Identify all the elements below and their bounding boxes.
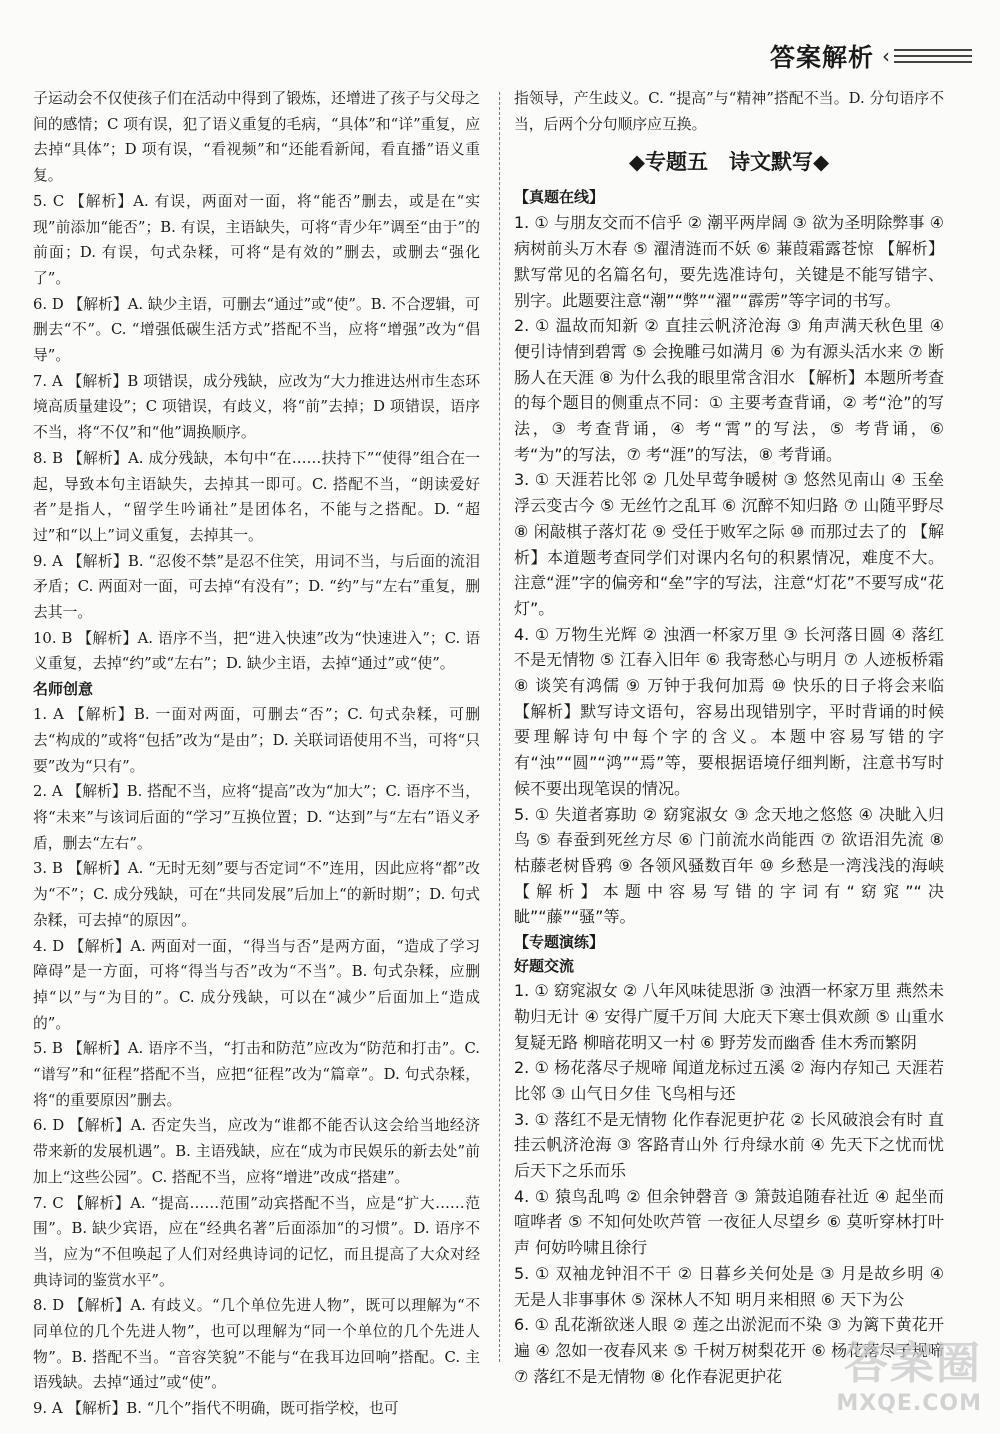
header-decoration bbox=[882, 45, 972, 67]
header-title: 答案解析 bbox=[769, 43, 874, 72]
watermark bbox=[836, 1327, 982, 1416]
answer-item: 4. ① 万物生光辉 ② 浊酒一杯家万里 ③ 长河落日圆 ④ 落红不是无情物 ⑤ 江春入旧年 ⑥ 我寄愁心与明月 ⑦ 人迹板桥霜 ⑧ 谈笑有鸿儒 ⑨ 万钟于我何加焉 ⑩ 快乐的日子将会来临 【解析】默写诗文语句，容易出现错别字，平时背诵的时候要理解诗句中每个字的含义。本题中容易写错的字有“浊”“圆”“鸿”“焉”等，要根据语境仔细判断，注意书写时候不要出现笔误的情况。 bbox=[514, 624, 944, 798]
paragraph: 5. B 【解析】A. 语序不当，“打击和防范”应改为“防范和打击”。C. “谱写”和“征程”搭配不当，应把“征程”改为“篇章”。D. 句式杂糅，将“的重要原因”删去。 bbox=[33, 1040, 480, 1109]
section-heading: 名师创意 bbox=[33, 680, 94, 699]
paragraph: 4. D 【解析】A. 两面对一面，“得当与否”是两方面，“造成了学习障碍”是一方面，可将“得当与否”改为“不当”。B. 句式杂糅，应删掉“以”与“为目的”。C. 成分残缺，可以在“减少”后面加上“造成的”。 bbox=[33, 937, 480, 1032]
header-rules bbox=[894, 45, 972, 67]
right-column bbox=[514, 86, 944, 1389]
answer-item: 1. ① 窈窕淑女 ② 八年风味徒思浙 ③ 浊酒一杯家万里 燕然未勒归无计 ④ 安得广厦千万间 大庇天下寒士俱欢颜 ⑤ 山重水复疑无路 柳暗花明又一村 ⑥ 野芳发而幽香 佳木秀而繁阴 bbox=[514, 981, 944, 1052]
paragraph: 5. C 【解析】A. 有误，两面对一面，将“能否”删去，或是在“实现”前添加“能否”；B. 有误，主语缺失，可将“青少年”调至“由于”的前面；D. 有误，句式杂糅，可将“是有效的”删去，或删去“强化了”。 bbox=[33, 192, 480, 287]
answer-item: 1. ① 与朋友交而不信乎 ② 潮平两岸阔 ③ 欲为圣明除弊事 ④ 病树前头万木春 ⑤ 濯清涟而不妖 ⑥ 蒹葭霜露苍惊 【解析】默写常见的名篇名句，要先选准诗句，关键是不能写错字、别字。此题要注意“潮”“弊”“濯”“霹雳”等字词的书写。 bbox=[514, 213, 944, 310]
subsection-heading: 好题交流 bbox=[514, 957, 575, 976]
paragraph: 6. D 【解析】A. 缺少主语，可删去“通过”或“使”。B. 不合逻辑，可删去“不”。C. “增强低碳生活方式”搭配不当，应将“增强”改为“倡导”。 bbox=[33, 295, 480, 365]
paragraph: 子运动会不仅使孩子们在活动中得到了锻炼，还增进了孩子与父母之间的感情；C 项有误，犯了语义重复的毛病，“具体”和“详”重复，应去掉“具体”；D 项有误，“看视频”和“还能看新闻，看直播”语义重复。 bbox=[33, 90, 480, 185]
answer-item: 3. ① 落红不是无情物 化作春泥更护花 ② 长风破浪会有时 直挂云帆济沧海 ③ 客路青山外 行舟绿水前 ④ 先天下之忧而忧 后天下之乐而乐 bbox=[514, 1109, 944, 1181]
paragraph: 1. A 【解析】B. 一面对两面，可删去“否”；C. 句式杂糅，可删去“构成的”或将“包括”改为“是由”；D. 关联词语使用不当，可将“只要”改为“只有”。 bbox=[33, 706, 480, 775]
watermark-url: MXQE.COM bbox=[836, 1391, 982, 1416]
section-heading: 【专题演练】 bbox=[514, 933, 605, 952]
chevron-left-icon: ‹ bbox=[882, 44, 890, 68]
watermark-logo: 答案圈 bbox=[844, 1338, 982, 1389]
paragraph: 10. B 【解析】A. 语序不当，把“进入快速”改为“快速进入”；C. 语义重复，去掉“约”或“左右”；D. 缺少主语，去掉“通过”或“使”。 bbox=[33, 629, 480, 673]
paragraph: 7. A 【解析】B 项错误，成分残缺，应改为“大力推进达州市生态环境高质量建设”；C 项错误，有歧义，将“前”去掉；D 项错误，语序不当，将“不仅”和“他”调换顺序。 bbox=[33, 372, 480, 442]
answer-item: 5. ① 双袖龙钟泪不干 ② 日暮乡关何处是 ③ 月是故乡明 ④ 无是人非事事休 ⑤ 深林人不知 明月来相照 ⑥ 天下为公 bbox=[514, 1263, 944, 1309]
paragraph: 2. A 【解析】B. 搭配不当，应将“提高”改为“加大”；C. 语序不当，将“未来”与该词后面的“学习”互换位置；D. “达到”与“左右”语义矛盾，删去“左右”。 bbox=[33, 783, 480, 852]
paragraph: 6. D 【解析】A. 否定失当，应改为“谁都不能否认这会给当地经济带来新的发展机遇”。B. 主语残缺，应在“成为市民娱乐的新去处”前加上“这些公园”。C. 搭配不当，应将“增进”改成“搭建”。 bbox=[33, 1117, 480, 1186]
column-divider bbox=[499, 92, 500, 1362]
answer-item: 6. ① 乱花渐欲迷人眼 ② 莲之出淤泥而不染 ③ 为篱下黄花开遍 ④ 忽如一夜春风来 ⑤ 千树万树梨花开 ⑥ 杨花落尽子规啼 ⑦ 落红不是无情物 ⑧ 化作春泥更护花 bbox=[514, 1315, 944, 1386]
paragraph: 指领导，产生歧义。C. “提高”与“精神”搭配不当。D. 分句语序不当，后两个分句顺序应互换。 bbox=[514, 90, 944, 133]
answer-item: 4. ① 猿鸟乱鸣 ② 但余钟磬音 ③ 箫鼓追随春社近 ④ 起坐而喧哗者 ⑤ 不知何处吹芦管 一夜征人尽望乡 ⑥ 莫听穿林打叶声 何妨吟啸且徐行 bbox=[514, 1186, 944, 1258]
answer-item: 2. ① 温故而知新 ② 直挂云帆济沧海 ③ 角声满天秋色里 ④ 便引诗情到碧霄 ⑤ 会挽雕弓如满月 ⑥ 为有源头活水来 ⑦ 断肠人在天涯 ⑧ 为什么我的眼里常含泪水 【解析】本题所考查的每个题目的侧重点不同：① 主要考查背诵，② 考“沧”的写法，③ 考查背诵，④ 考“霄”的写法，⑤ 考背诵，⑥ 考“为”的写法，⑦ 考“涯”的写法，⑧ 考背诵。 bbox=[514, 316, 944, 464]
paragraph: 8. D 【解析】A. 有歧义。“几个单位先进人物”，既可以理解为“不同单位的几个先进人物”，也可以理解为“同一个单位的几个先进人物”。B. 搭配不当。“音容笑貌”不能与“在我耳边回响”搭配。C. 主语残缺。去掉“通过”或“使”。 bbox=[33, 1297, 480, 1392]
topic-title: ◆专题五 诗文默写◆ bbox=[628, 150, 830, 175]
answer-item: 5. ① 失道者寡助 ② 窈窕淑女 ③ 念天地之悠悠 ④ 决眦入归鸟 ⑤ 春蚕到死丝方尽 ⑥ 门前流水尚能西 ⑦ 欲语泪先流 ⑧ 枯藤老树昏鸦 ⑨ 各领风骚数百年 ⑩ 乡愁是一湾浅浅的海峡 【解析】本题中容易写错的字词有“窈窕”“决眦”“藤”“骚”等。 bbox=[514, 804, 944, 927]
answer-item: 3. ① 天涯若比邻 ② 几处早莺争暖树 ③ 悠然见南山 ④ 玉垒浮云变古今 ⑤ 无丝竹之乱耳 ⑥ 沉醉不知归路 ⑦ 山随平野尽 ⑧ 闲敲棋子落灯花 ⑨ 受任于败军之际 ⑩ 而那过去了的 【解析】本道题考查同学们对课内名句的积累情况，难度不大。注意“涯”字的偏旁和“垒”字的写法，注意“灯花”不要写成“花灯”。 bbox=[514, 470, 944, 618]
left-column bbox=[33, 86, 480, 1422]
page-header bbox=[770, 38, 972, 74]
section-heading: 【真题在线】 bbox=[514, 188, 605, 207]
paragraph: 3. B 【解析】A. “无时无刻”要与否定词“不”连用，因此应将“都”改为“不”；C. 成分残缺，可在“共同发展”后加上“的新时期”；D. 句式杂糅，可去掉“的原因”。 bbox=[33, 860, 480, 929]
paragraph: 7. C 【解析】A. “提高……范围”动宾搭配不当，应是“扩大……范围”。B. 缺少宾语，应在“经典名著”后面添加“的习惯”。D. 语序不当，应为“不但唤起了人们对经典诗词的记忆，而且提高了大众对经典诗词的鉴赏水平”。 bbox=[33, 1194, 480, 1289]
answer-item: 2. ① 杨花落尽子规啼 闻道龙标过五溪 ② 海内存知己 天涯若比邻 ③ 山气日夕佳 飞鸟相与还 bbox=[514, 1058, 944, 1103]
paragraph: 9. A 【解析】B. “几个”指代不明确，既可指学校，也可 bbox=[33, 1400, 399, 1418]
paragraph: 8. B 【解析】A. 成分残缺，本句中“在……扶持下”“使得”组合在一起，导致本句主语缺失，去掉其一即可。C. 搭配不当，“朗读爱好者”是指人，“留学生吟诵社”是团体名，不能与之搭配。D. “超过”和“以上”词义重复，去掉其一。 bbox=[33, 449, 480, 544]
paragraph: 9. A 【解析】B. “忍俊不禁”是忍不住笑，用词不当，与后面的流泪矛盾；C. 两面对一面，可去掉“有没有”；D. “约”与“左右”重复，删去其一。 bbox=[33, 552, 480, 622]
